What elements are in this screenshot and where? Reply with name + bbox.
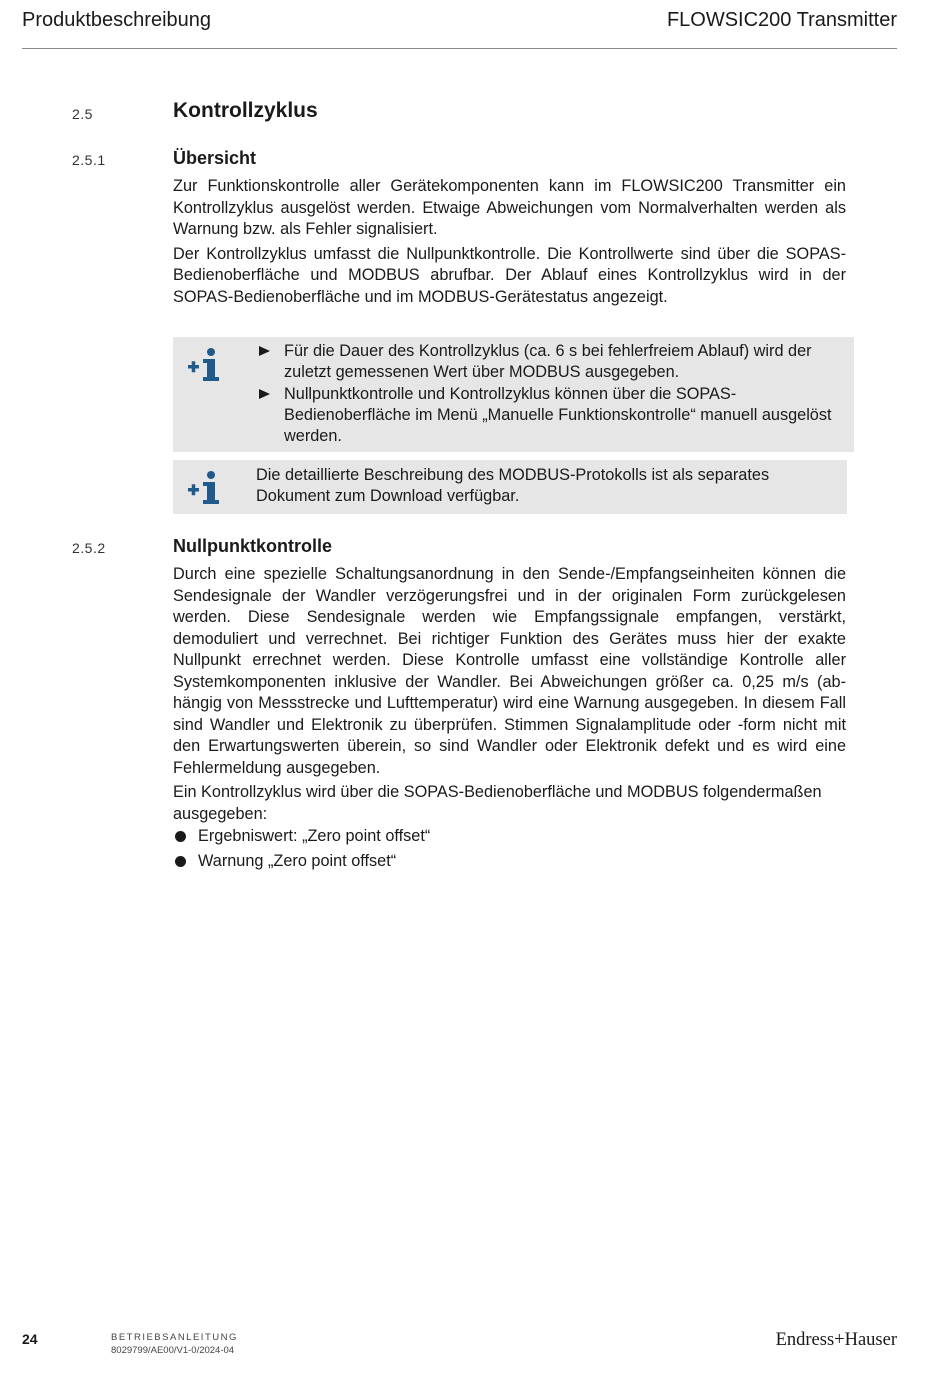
arrow-right-icon <box>259 346 270 356</box>
subsection-number-2: 2.5.2 <box>72 540 106 556</box>
note-list-item <box>256 384 841 447</box>
company-logo: Endress+Hauser <box>775 1330 897 1350</box>
header-chapter-title: Produktbeschreibung <box>22 9 212 31</box>
document-type: BETRIEBSANLEITUNG <box>111 1332 238 1343</box>
bullet-icon <box>175 856 186 867</box>
bullet-list <box>173 826 846 875</box>
list-item-text: Ergebniswert: „Zero point offset“ <box>198 827 431 845</box>
info-note-box <box>173 460 847 514</box>
info-plus-icon <box>187 470 225 506</box>
list-item-text: Warnung „Zero point offset“ <box>198 851 397 870</box>
note-item-text: Für die Dauer des Kontrollzyklus (ca. 6 s bei fehlerfreiem Ablauf) wird der zuletzt gemessenen Wert über MODBUS ausgegeben. <box>284 342 812 381</box>
arrow-right-icon <box>259 389 270 399</box>
note-text: Die detaillierte Beschreibung des MODBUS-Protokolls ist als separates Dokument zum Download verfügbar. <box>256 466 770 505</box>
paragraph: Zur Funktionskontrolle aller Gerätekomponenten kann im FLOWSIC200 Transmitter ein Kontrollzyklus ausgelöst werden. Etwaige Abweichungen vom Normalverhalten werden als Warnung bzw. als Fehler signalisiert. <box>173 177 846 238</box>
note-list <box>256 341 841 448</box>
page-number: 24 <box>22 1331 38 1347</box>
header-divider <box>22 48 897 49</box>
subsection-title-2: Nullpunktkontrolle <box>173 536 332 556</box>
subsection-title-1: Übersicht <box>173 148 257 168</box>
subsection-body-2 <box>173 564 846 828</box>
info-plus-icon <box>187 347 225 383</box>
note-list-item <box>256 341 841 383</box>
header-product-name: FLOWSIC200 Transmitter <box>666 9 897 31</box>
bullet-icon <box>175 831 186 842</box>
info-note-box <box>173 337 854 452</box>
paragraph: Der Kontrollzyklus umfasst die Nullpunktkontrolle. Die Kontrollwerte sind über die SOPAS-Bedienoberfläche und MODBUS abrufbar. Der Ablauf eines Kontrollzyklus wird in der SOPAS-Bedienoberfläche und im MODBUS-Gerätestatus angezeigt. <box>173 244 846 306</box>
section-title: Kontrollzyklus <box>173 99 318 122</box>
list-item <box>173 851 846 873</box>
paragraph: Ein Kontrollzyklus wird über die SOPAS-Bedienoberfläche und MODBUS folgendermaßen ausgegeben: <box>173 783 822 823</box>
subsection-body-1 <box>173 176 846 311</box>
note-item-text: Nullpunktkontrolle und Kontrollzyklus können über die SOPAS-Bedienoberfläche im Menü „Manuelle Funktionskontrolle“ manuell ausgelöst werden. <box>284 385 832 445</box>
section-number: 2.5 <box>72 106 93 122</box>
paragraph: Durch eine spezielle Schaltungsanordnung in den Sende-/Empfangseinheiten können die Sendesignale der Wandler verzögerungsfrei und in der originalen Form zurückgelesen werden. Diese Sendesignale werden wie Empfangssignale empfangen, verstärkt, demoduliert und verrechnet. Bei richtiger Funktion des Gerätes muss hier der exakte Nullpunkt errechnet werden. Diese Kontrolle umfasst eine vollständige Kontrolle aller Systemkomponenten inklusive der Wandler. Bei Abweichungen größer ca. 0,25 m/s (ab-hängig von Messstrecke und Lufttemperatur) wird eine Warnung ausgegeben. In diesem Fall sind Wandler und Elektronik zu überprüfen. Stimmen Signalamplitude oder -form nicht mit den Erwartungswerten überein, so sind Wandler oder Elektronik defekt und es wird eine Fehlermeldung ausgegeben. <box>173 565 846 777</box>
subsection-number-1: 2.5.1 <box>72 152 106 168</box>
document-code: 8029799/AE00/V1-0/2024-04 <box>111 1345 235 1356</box>
list-item <box>173 826 846 848</box>
